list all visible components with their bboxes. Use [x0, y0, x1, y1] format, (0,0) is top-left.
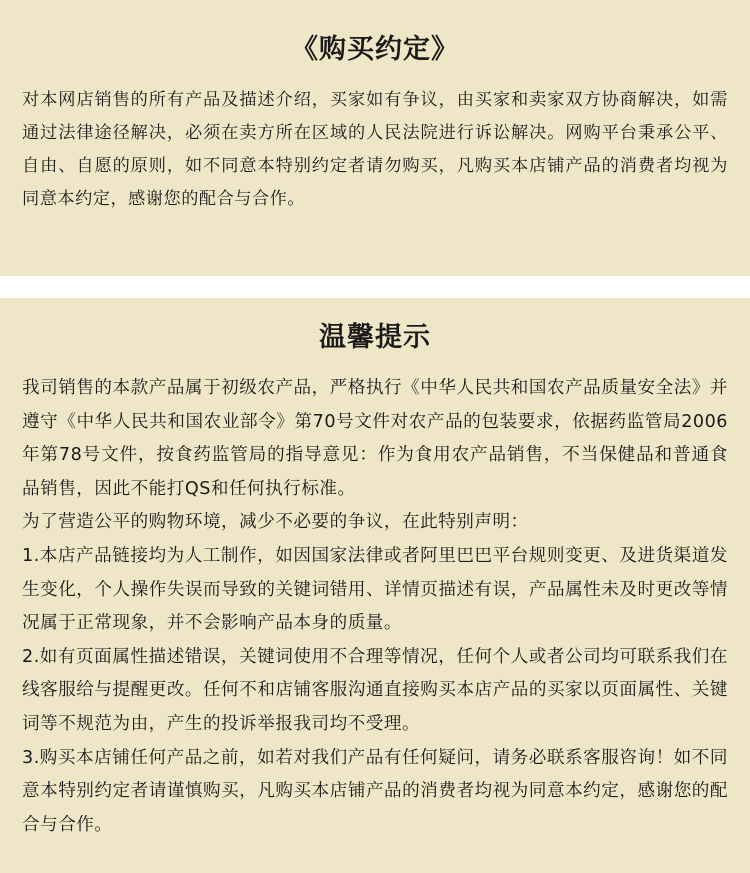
notice-paragraph-declaration: 为了营造公平的购物环境，减少不必要的争议，在此特别声明：: [22, 512, 529, 533]
warm-notice-title: 温馨提示: [319, 322, 431, 353]
notice-paragraph-compliance: 我司销售的本款产品属于初级农产品，严格执行《中华人民共和国农产品质量安全法》并遵守《中华人民共和国农业部令》第70号文件对农产品的包装要求，依据药监管局2006年第78号文件，按食药监管局的指导意见：作为食用农产品销售，不当保健品和普通食品销售，因此不能打QS和任何执行标准。: [22, 378, 728, 499]
purchase-agreement-title: 《购买约定》: [291, 34, 459, 65]
purchase-agreement-section: [0, 0, 750, 276]
notice-paragraph-item-3: 3.购买本店铺任何产品之前，如若对我们产品有任何疑问，请务必联系客服咨询！如不同意本特别约定者请谨慎购买，凡购买本店铺产品的消费者均视为同意本约定，感谢您的配合与合作。: [22, 747, 728, 835]
notice-paragraph-item-1: 1.本店产品链接均为人工制作，如因国家法律或者阿里巴巴平台规则变更、及进货渠道发生变化，个人操作失误而导致的关键词错用、详情页描述有误，产品属性未及时更改等情况属于正常现象，并不会影响产品本身的质量。: [22, 545, 728, 634]
purchase-agreement-body: 对本网店销售的所有产品及描述介绍，买家如有争议，由买家和卖家双方协商解决，如需通过法律途径解决，必须在卖方所在区域的人民法院进行诉讼解决。网购平台秉承公平、自由、自愿的原则，如不同意本特别约定者请勿购买，凡购买本店铺产品的消费者均视为同意本约定，感谢您的配合与合作。: [22, 90, 728, 209]
notice-paragraph-item-2: 2.如有页面属性描述错误，关键词使用不合理等情况，任何个人或者公司均可联系我们在线客服给与提醒更改。任何不和店铺客服沟通直接购买本店产品的买家以页面属性、关键词等不规范为由，产生的投诉举报我司均不受理。: [22, 646, 728, 734]
warm-notice-section: [0, 298, 750, 873]
